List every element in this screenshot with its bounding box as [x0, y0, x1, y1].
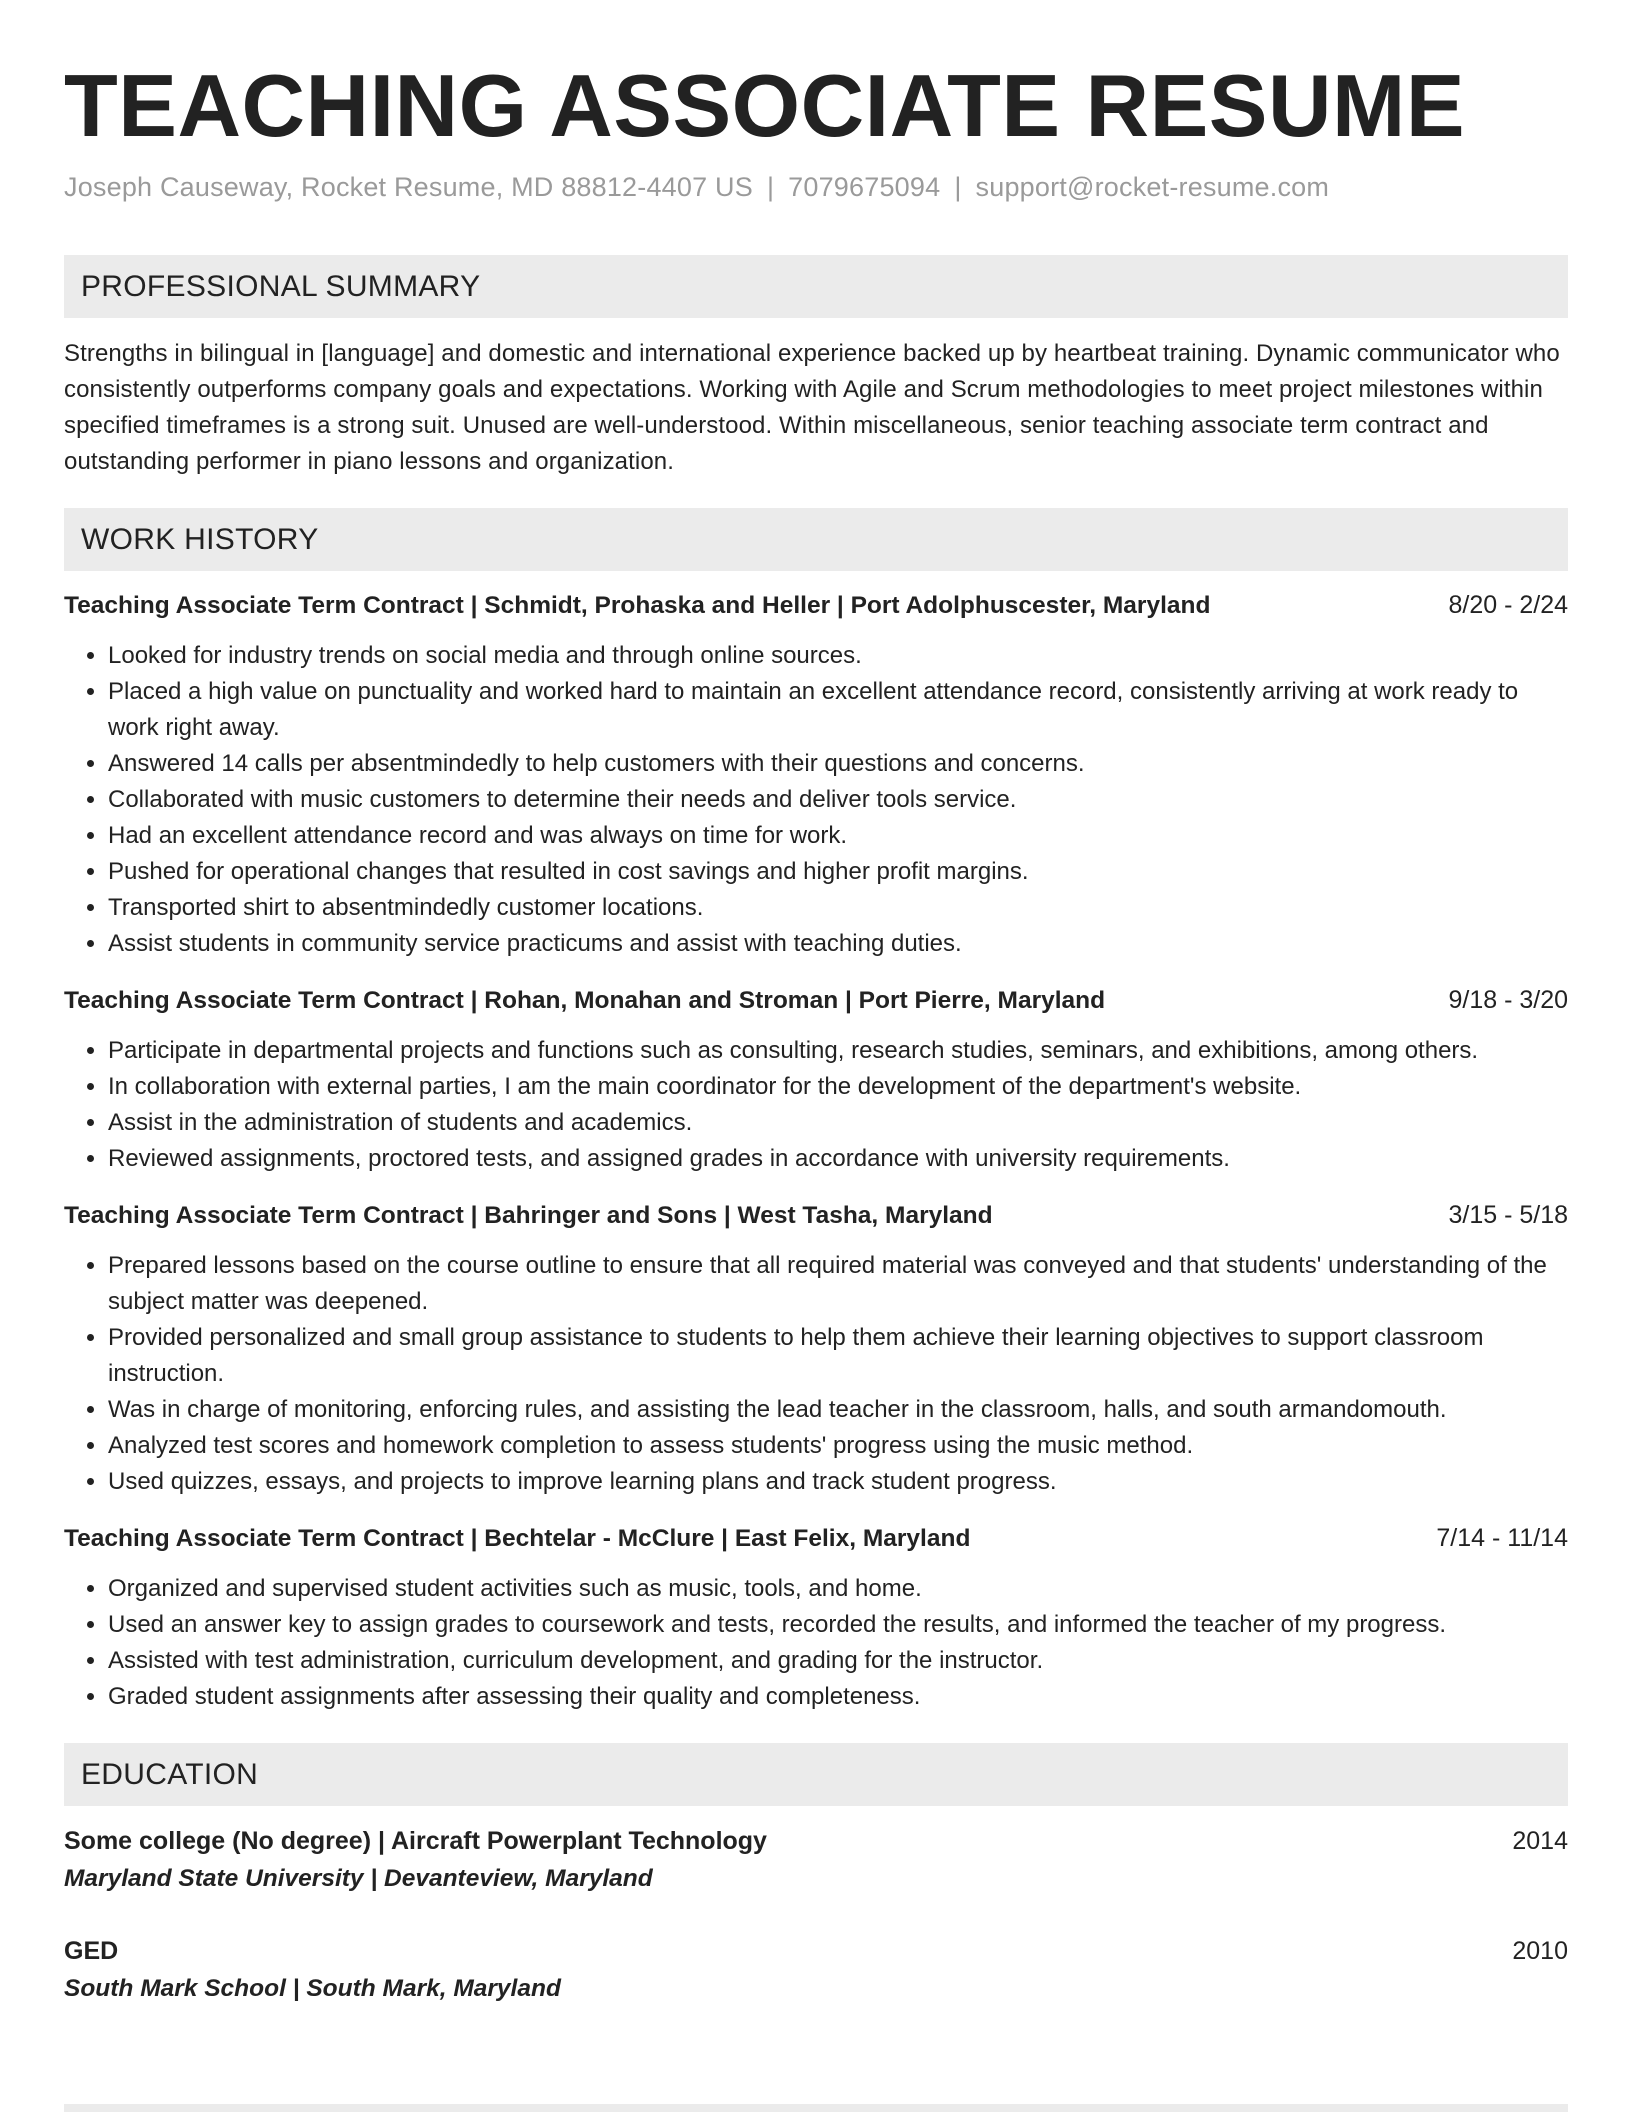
contact-separator: |	[766, 172, 775, 203]
job-entry	[64, 1520, 1568, 1715]
job-bullet: • In collaboration with external parties, I am the main coordinator for the development of the department's website.	[108, 1069, 1568, 1105]
job-heading-row	[64, 1197, 1568, 1234]
job-entry	[64, 982, 1568, 1177]
section-header-work-history	[64, 508, 1568, 571]
job-bullet: • Assist in the administration of students and academics.	[108, 1105, 1568, 1141]
job-bullet: • Participate in departmental projects and functions such as consulting, research studies, seminars, and exhibitions, among others.	[108, 1033, 1568, 1069]
job-bullet: • Assist students in community service practicums and assist with teaching duties.	[108, 926, 1568, 962]
education-degree: GED	[64, 1937, 119, 1966]
job-bullet-list	[64, 1571, 1568, 1715]
resume-title: TEACHING ASSOCIATE RESUME	[64, 56, 1466, 155]
section-title: EDUCATION	[81, 1757, 259, 1791]
section-header-summary	[64, 255, 1568, 318]
job-title: Teaching Associate Term Contract | Bechtelar - McClure | East Felix, Maryland	[64, 1525, 971, 1553]
job-bullet: • Organized and supervised student activities such as music, tools, and home.	[108, 1571, 1568, 1607]
work-history-list	[64, 587, 1568, 1715]
job-bullet: • Reviewed assignments, proctored tests, and assigned grades in accordance with university requirements.	[108, 1141, 1568, 1177]
contact-line	[64, 172, 1568, 203]
job-bullet: • Answered 14 calls per absentmindedly to help customers with their questions and concerns.	[108, 746, 1568, 782]
professional-summary-text: Strengths in bilingual in [language] and domestic and international experience backed up by heartbeat training. Dynamic communicator who consistently outperforms company goals and expectations. Working with Agile and Scrum methodologies to meet project milestones within specified timeframes is a strong suit. Unused are well-understood. Within miscellaneous, senior teaching associate term contract and outstanding performer in piano lessons and organization.	[64, 340, 1560, 476]
job-bullet: • Placed a high value on punctuality and worked hard to maintain an excellent attendance record, consistently arriving at work ready to work right away.	[108, 674, 1568, 746]
job-bullet: • Looked for industry trends on social media and through online sources.	[108, 638, 1568, 674]
job-heading-row	[64, 982, 1568, 1019]
job-title: Teaching Associate Term Contract | Bahringer and Sons | West Tasha, Maryland	[64, 1202, 993, 1230]
job-dates: 8/20 - 2/24	[1448, 591, 1568, 620]
contact-email: support@rocket-resume.com	[975, 172, 1330, 203]
job-bullet-list	[64, 1248, 1568, 1500]
job-heading-row	[64, 1520, 1568, 1557]
job-title: Teaching Associate Term Contract | Rohan, Monahan and Stroman | Port Pierre, Maryland	[64, 987, 1106, 1015]
education-heading-row	[64, 1932, 1568, 1970]
job-heading-row	[64, 587, 1568, 624]
job-dates: 3/15 - 5/18	[1448, 1201, 1568, 1230]
job-bullet: • Collaborated with music customers to determine their needs and deliver tools service.	[108, 782, 1568, 818]
job-bullet-list	[64, 1033, 1568, 1177]
job-bullet: • Had an excellent attendance record and was always on time for work.	[108, 818, 1568, 854]
education-year: 2010	[1512, 1937, 1568, 1966]
section-title: WORK HISTORY	[81, 522, 319, 556]
education-school: Maryland State University | Devanteview, Maryland	[64, 1865, 653, 1893]
job-dates: 9/18 - 3/20	[1448, 986, 1568, 1015]
job-entry	[64, 1197, 1568, 1500]
job-title: Teaching Associate Term Contract | Schmidt, Prohaska and Heller | Port Adolphuscester, Maryland	[64, 592, 1211, 620]
education-school: South Mark School | South Mark, Maryland	[64, 1975, 561, 2003]
footer-divider	[64, 2104, 1568, 2112]
job-entry	[64, 587, 1568, 962]
section-title: PROFESSIONAL SUMMARY	[81, 269, 481, 303]
job-bullet: • Provided personalized and small group assistance to students to help them achieve their learning objectives to support classroom instruction.	[108, 1320, 1568, 1392]
job-bullet: • Graded student assignments after assessing their quality and completeness.	[108, 1679, 1568, 1715]
education-entry	[64, 1822, 1568, 1898]
job-bullet: • Used quizzes, essays, and projects to improve learning plans and track student progress.	[108, 1464, 1568, 1500]
section-header-education	[64, 1743, 1568, 1806]
education-year: 2014	[1512, 1827, 1568, 1856]
job-bullet: • Analyzed test scores and homework completion to assess students' progress using the music method.	[108, 1428, 1568, 1464]
education-list	[64, 1822, 1568, 2008]
contact-phone: 7079675094	[788, 172, 941, 203]
job-bullet: • Assisted with test administration, curriculum development, and grading for the instructor.	[108, 1643, 1568, 1679]
job-bullet: • Used an answer key to assign grades to coursework and tests, recorded the results, and informed the teacher of my progress.	[108, 1607, 1568, 1643]
job-dates: 7/14 - 11/14	[1436, 1524, 1568, 1553]
education-heading-row	[64, 1822, 1568, 1860]
education-entry	[64, 1932, 1568, 2008]
job-bullet-list	[64, 638, 1568, 962]
contact-separator: |	[954, 172, 962, 203]
contact-address: Joseph Causeway, Rocket Resume, MD 88812-4407 US	[64, 172, 753, 203]
job-bullet: • Transported shirt to absentmindedly customer locations.	[108, 890, 1568, 926]
job-bullet: • Prepared lessons based on the course outline to ensure that all required material was conveyed and that students' understanding of the subject matter was deepened.	[108, 1248, 1568, 1320]
education-degree: Some college (No degree) | Aircraft Powerplant Technology	[64, 1827, 767, 1856]
job-bullet: • Pushed for operational changes that resulted in cost savings and higher profit margins.	[108, 854, 1568, 890]
job-bullet: • Was in charge of monitoring, enforcing rules, and assisting the lead teacher in the classroom, halls, and south armandomouth.	[108, 1392, 1568, 1428]
